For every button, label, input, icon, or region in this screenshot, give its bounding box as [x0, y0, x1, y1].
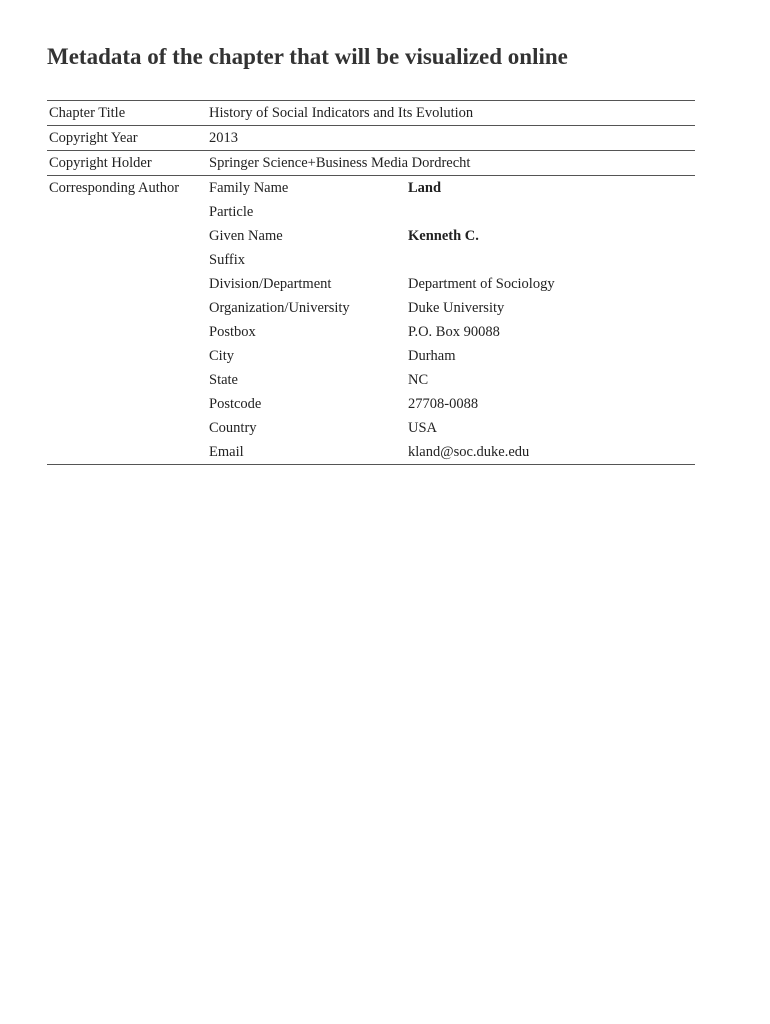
field-name: Postbox	[209, 324, 256, 340]
corresponding-author-row	[47, 175, 695, 465]
copyright-year-label: Copyright Year	[49, 130, 138, 146]
author-field-family-name	[209, 176, 695, 200]
corresponding-author-label: Corresponding Author	[49, 180, 180, 196]
chapter-title-label: Chapter Title	[49, 105, 126, 121]
author-field-state	[209, 368, 695, 392]
author-details	[209, 176, 695, 464]
postcode-value: 27708-0088	[408, 396, 479, 412]
organization-value: Duke University	[408, 300, 505, 316]
field-name: State	[209, 372, 238, 388]
author-field-particle	[209, 200, 695, 224]
author-field-country	[209, 416, 695, 440]
page-title: Metadata of the chapter that will be visualized online	[47, 44, 568, 69]
division-value: Department of Sociology	[408, 276, 555, 292]
suffix-value	[408, 248, 695, 272]
metadata-table	[47, 100, 695, 465]
copyright-holder-row	[47, 150, 695, 175]
field-name: Family Name	[209, 180, 289, 196]
author-field-email	[209, 440, 695, 464]
chapter-title-row	[47, 100, 695, 125]
email-value: kland@soc.duke.edu	[408, 444, 530, 460]
copyright-year-value: 2013	[209, 130, 238, 146]
postbox-value: P.O. Box 90088	[408, 324, 500, 340]
chapter-title-value: History of Social Indicators and Its Evolution	[209, 105, 474, 121]
given-name-value: Kenneth C.	[408, 228, 479, 244]
author-field-division	[209, 272, 695, 296]
author-field-city	[209, 344, 695, 368]
author-field-postcode	[209, 392, 695, 416]
field-name: Suffix	[209, 252, 245, 268]
field-name: Postcode	[209, 396, 262, 412]
field-name: City	[209, 348, 234, 364]
author-field-postbox	[209, 320, 695, 344]
field-name: Country	[209, 420, 257, 436]
field-name: Division/Department	[209, 276, 332, 292]
city-value: Durham	[408, 348, 456, 364]
field-name: Particle	[209, 204, 254, 220]
particle-value	[408, 200, 695, 224]
copyright-holder-value: Springer Science+Business Media Dordrecht	[209, 155, 471, 171]
field-name: Given Name	[209, 228, 283, 244]
field-name: Organization/University	[209, 300, 350, 316]
country-value: USA	[408, 420, 438, 436]
state-value: NC	[408, 372, 429, 388]
family-name-value: Land	[408, 180, 442, 196]
author-field-suffix	[209, 248, 695, 272]
field-name: Email	[209, 444, 244, 460]
copyright-year-row	[47, 125, 695, 150]
author-field-given-name	[209, 224, 695, 248]
author-field-organization	[209, 296, 695, 320]
copyright-holder-label: Copyright Holder	[49, 155, 152, 171]
